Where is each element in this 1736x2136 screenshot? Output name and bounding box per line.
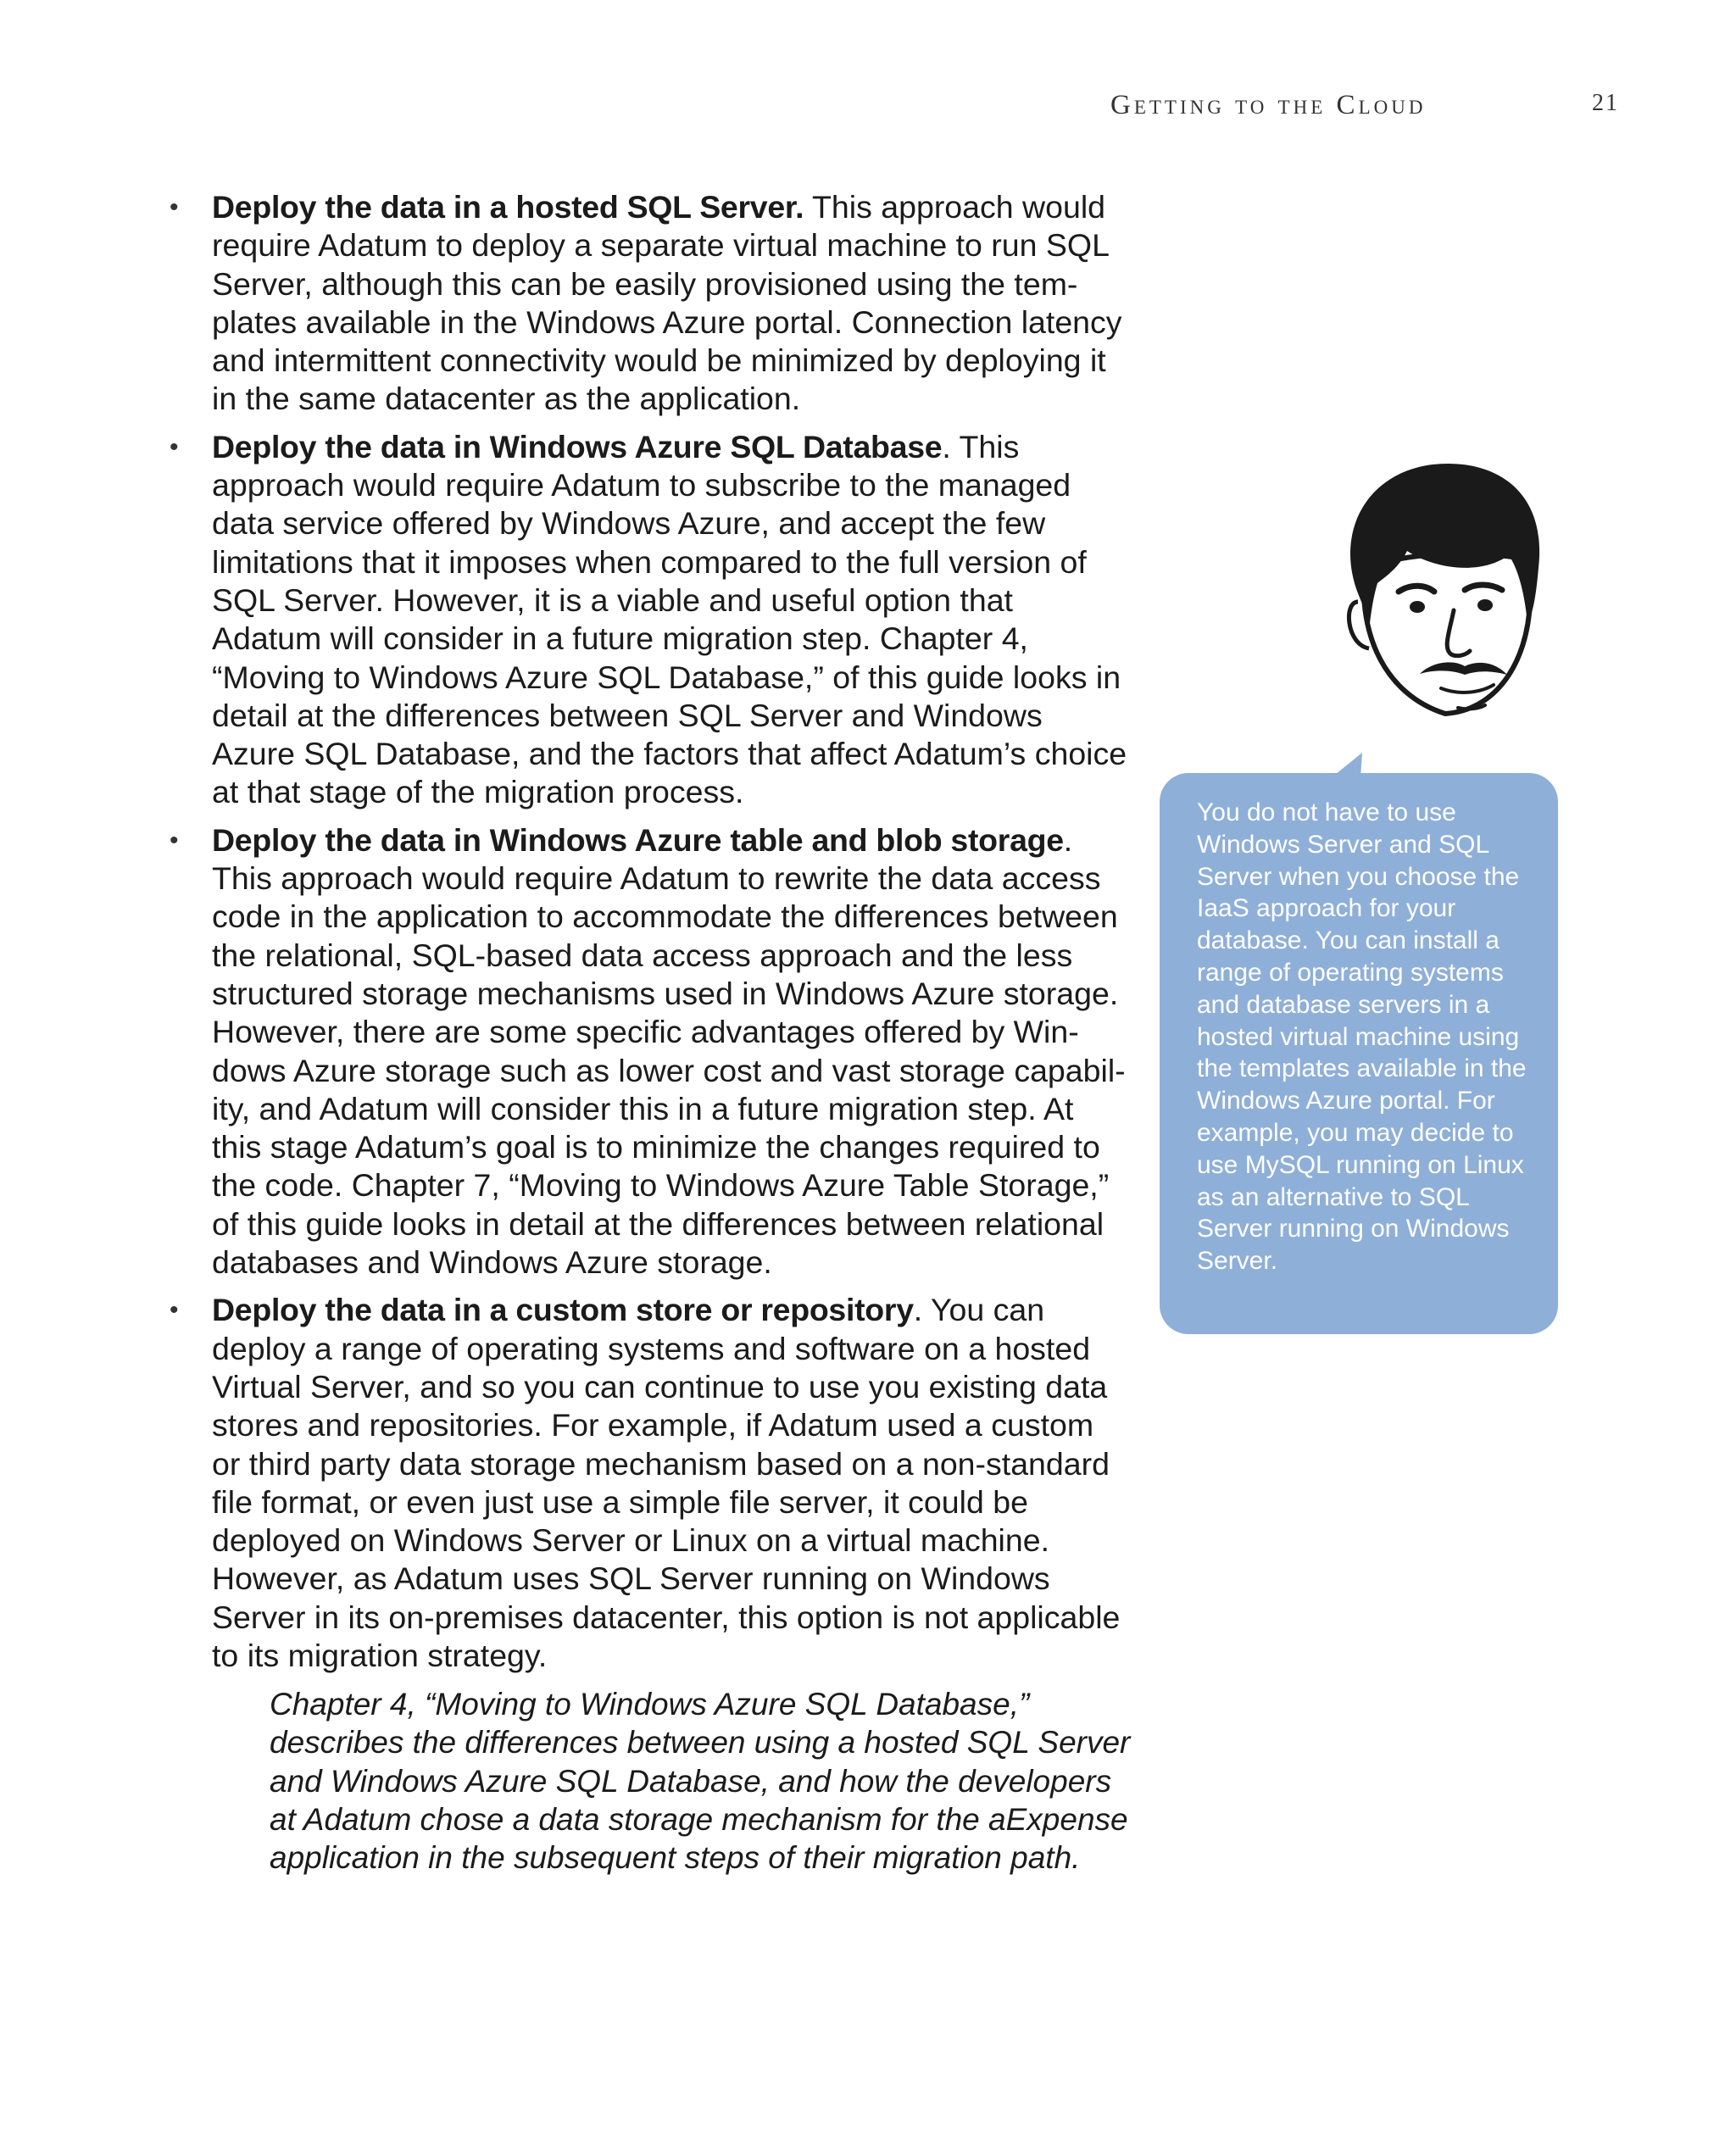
bullet-hosted-sql-server bbox=[170, 188, 1127, 419]
deployment-options-list bbox=[170, 188, 1127, 1684]
bullet-dot-icon: • bbox=[170, 826, 179, 854]
bullet-text: This approach would require Adatum to deploy a separate virtual machine to run SQL Server, although this can be easily provisioned using the tem-plates available in the Windows Azure portal. Connection latency and intermittent connectivity would be minimized by deploying it in the same datacenter as the application. bbox=[212, 189, 1122, 417]
running-head: Getting to the Cloud bbox=[1110, 90, 1427, 120]
bullet-dot-icon: • bbox=[170, 1296, 179, 1325]
bullet-heading: Deploy the data in Windows Azure table and blob storage bbox=[212, 821, 1064, 858]
bullet-text: . You can deploy a range of operating systems and software on a hosted Virtual Server, and so you can continue to use you existing data stores and repositories. For example, if Adatum used a custom or third party data storage mechanism based on a non-standard file format, or even just use a simple file server, it could be deployed on Windows Server or Linux on a virtual machine. However, as Adatum uses SQL Server running on Windows Server in its on-premises datacenter, this option is not applicable to its migration strategy. bbox=[212, 1292, 1121, 1673]
sidebar-callout-text: You do not have to use Windows Server and SQL Server when you choose the IaaS approach for your database. You can install a range of operating systems and database servers in a hosted virtual machine using the templates available in the Windows Azure portal. For example, you may decide to use MySQL running on Linux as an alternative to SQL Server running on Windows Server. bbox=[1197, 798, 1527, 1276]
bullet-text: . This approach would require Adatum to rewrite the data access code in the application to accommodate the differences between the relational, SQL-based data access approach and the less structured storage mechanisms used in Windows Azure storage. However, there are some specific advantages offered by Win-dows Azure storage such as lower cost and vast storage capabil-ity, and Adatum will consider this in a future migration step. At this stage Adatum’s goal is to minimize the changes required to the code. Chapter 7, “Moving to Windows Azure Table Storage,” of this guide looks in detail at the differences between relational databases and Windows Azure storage. bbox=[212, 821, 1126, 1281]
chapter-note: Chapter 4, “Moving to Windows Azure SQL Database,” describes the differences between using a hosted SQL Server and Windows Azure SQL Database, and how the developers at Adatum chose a data storage mechanism for the aExpense application in the subsequent steps of their migration path. bbox=[270, 1687, 1131, 1876]
bullet-custom-store bbox=[170, 1291, 1127, 1675]
page-number: 21 bbox=[1592, 90, 1619, 116]
bullet-dot-icon: • bbox=[170, 193, 179, 221]
bullet-azure-sql-database bbox=[170, 428, 1127, 812]
bullet-heading: Deploy the data in a hosted SQL Server. bbox=[212, 189, 804, 225]
bullet-heading: Deploy the data in Windows Azure SQL Database bbox=[212, 428, 943, 464]
bullet-text: . This approach would require Adatum to subscribe to the managed data service offered by Windows Azure, and accept the few limitations that it imposes when compared to the full version of SQL Server. However, it is a viable and useful option that Adatum will consider in a future migration step. Chapter 4, “Moving to Windows Azure SQL Database,” of this guide looks in detail at the differences between SQL Server and Windows Azure SQL Database, and the factors that affect Adatum’s choice at that stage of the migration process. bbox=[212, 428, 1127, 810]
bullet-azure-table-blob-storage bbox=[170, 821, 1127, 1282]
developer-portrait-icon bbox=[1305, 441, 1560, 746]
bullet-heading: Deploy the data in a custom store or repository bbox=[212, 1292, 914, 1328]
bullet-dot-icon: • bbox=[170, 432, 179, 461]
